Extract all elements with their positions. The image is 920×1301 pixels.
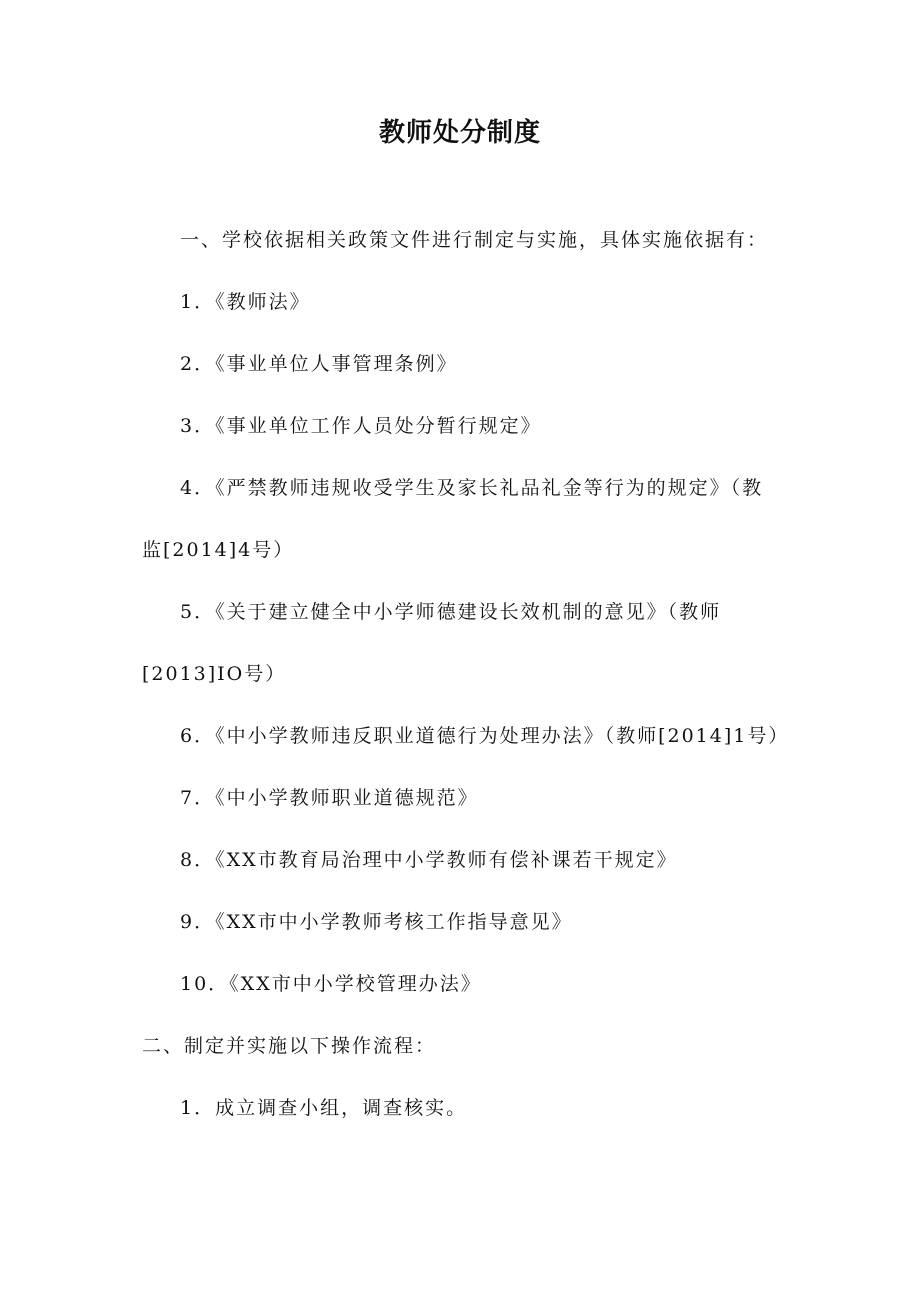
list-item-9: 9．《XX市中小学教师考核工作指导意见》 [180, 911, 573, 933]
section-1-heading: 一、学校依据相关政策文件进行制定与实施，具体实施依据有： [180, 229, 769, 251]
step-1: 1．成立调查小组，调查核实。 [180, 1097, 468, 1119]
list-item-5-continuation: [2013]IO号） [142, 663, 287, 685]
list-item-2: 2．《事业单位人事管理条例》 [180, 353, 458, 375]
list-item-6: 6．《中小学教师违反职业道德行为处理办法》（教师[2014]1号） [180, 725, 790, 747]
list-item-1: 1．《教师法》 [180, 291, 311, 313]
list-item-7: 7．《中小学教师职业道德规范》 [180, 787, 479, 809]
list-item-4: 4．《严禁教师违规收受学生及家长礼品礼金等行为的规定》（教 [180, 477, 764, 499]
list-item-5: 5．《关于建立健全中小学师德建设长效机制的意见》（教师 [180, 601, 722, 623]
section-2-heading: 二、制定并实施以下操作流程： [142, 1035, 437, 1057]
list-item-4-continuation: 监[2014]4号） [142, 539, 295, 561]
list-item-10: 10．《XX市中小学校管理办法》 [180, 973, 482, 995]
document-title: 教师处分制度 [378, 118, 541, 148]
list-item-3: 3．《事业单位工作人员处分暂行规定》 [180, 415, 542, 437]
list-item-8: 8．《XX市教育局治理中小学教师有偿补课若干规定》 [180, 849, 678, 871]
